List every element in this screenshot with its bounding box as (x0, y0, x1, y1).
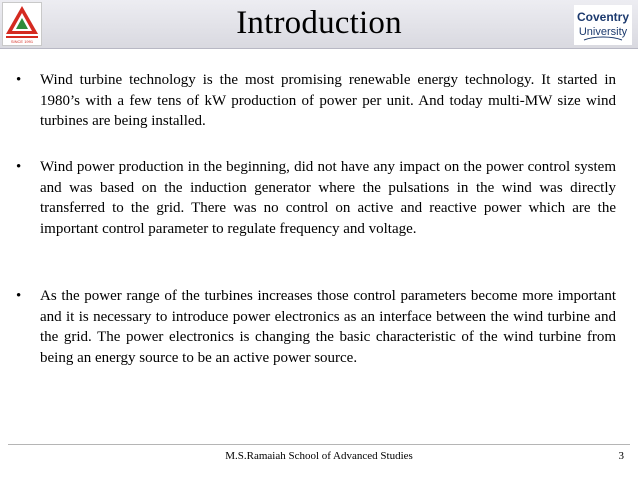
right-logo-line1: Coventry (576, 10, 630, 24)
slide-title: Introduction (236, 5, 402, 41)
bullet-text: Wind turbine technology is the most promising renewable energy technology. It started in 1980’s with a few tens of kW production of power per unit. And today multi-MW size wind turbines are being installed. (40, 72, 616, 129)
left-logo-caption: SINCE 1991 (10, 39, 34, 44)
footer-school-name: M.S.Ramaiah School of Advanced Studies (225, 450, 413, 462)
bullet-marker: • (16, 288, 22, 304)
right-logo-line2: University (578, 26, 628, 38)
bullet-text: As the power range of the turbines increases those control parameters become more important and it is necessary to introduce power electronics as an interface between the wind turbine and the grid. The power electronics is changing the basic characteristic of the wind turbine from being an energy source to be an active power source. (40, 288, 616, 366)
bullet-text: Wind power production in the beginning, did not have any impact on the power control system and was based on the induction generator where the pulsations in the wind was directly transferred to the grid. There was no control on active and reactive power which are the important control parameter to regulate frequency and voltage. (40, 159, 616, 237)
page-number: 3 (618, 450, 624, 462)
bullet-marker: • (16, 72, 22, 88)
bullet-marker: • (16, 159, 22, 175)
footer-divider (8, 444, 630, 445)
